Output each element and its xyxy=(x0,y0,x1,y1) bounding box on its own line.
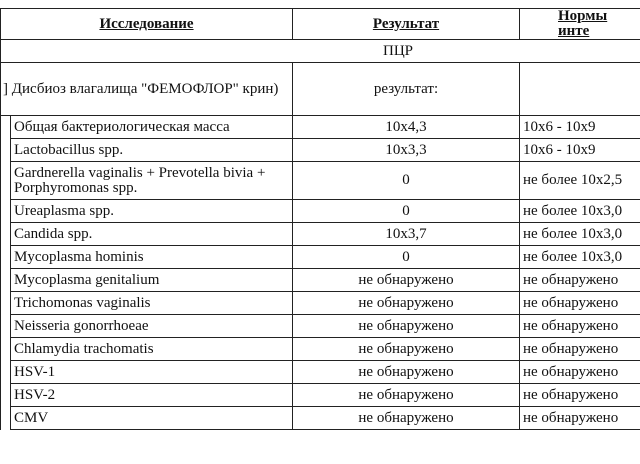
test-norm: 10x6 - 10x9 xyxy=(520,116,640,139)
test-norm: не обнаружено xyxy=(520,315,640,338)
test-result: не обнаружено xyxy=(293,315,520,338)
test-name: Общая бактериологическая масса xyxy=(11,116,293,139)
table-row xyxy=(1,384,640,407)
test-result: 10x3,3 xyxy=(293,139,520,162)
test-result: 10x3,7 xyxy=(293,223,520,246)
header-row xyxy=(1,9,640,40)
test-name: CMV xyxy=(11,407,293,430)
test-norm: не обнаружено xyxy=(520,338,640,361)
test-norm: не более 10x3,0 xyxy=(520,200,640,223)
test-norm: не обнаружено xyxy=(520,384,640,407)
table-row xyxy=(1,361,640,384)
test-name: Mycoplasma genitalium xyxy=(11,269,293,292)
test-name: HSV-2 xyxy=(11,384,293,407)
test-norm: не обнаружено xyxy=(520,292,640,315)
test-name: HSV-1 xyxy=(11,361,293,384)
test-name: Gardnerella vaginalis + Prevotella bivia + Porphyromonas spp. xyxy=(11,162,293,200)
test-name: Mycoplasma hominis xyxy=(11,246,293,269)
test-name: Trichomonas vaginalis xyxy=(11,292,293,315)
table-row xyxy=(1,162,640,200)
group-norm xyxy=(520,63,640,116)
group-row xyxy=(1,63,640,116)
header-study: Исследование xyxy=(1,9,293,40)
test-result: 0 xyxy=(293,162,520,200)
test-norm: 10x6 - 10x9 xyxy=(520,139,640,162)
test-norm: не обнаружено xyxy=(520,407,640,430)
table-row xyxy=(1,200,640,223)
table-row xyxy=(1,246,640,269)
header-result: Результат xyxy=(293,9,520,40)
test-norm: не обнаружено xyxy=(520,361,640,384)
test-result: 0 xyxy=(293,200,520,223)
table-row xyxy=(1,139,640,162)
test-name: Lactobacillus spp. xyxy=(11,139,293,162)
group-title: ] Дисбиоз влагалища "ФЕМОФЛОР" крин) xyxy=(1,63,293,116)
test-name: Chlamydia trachomatis xyxy=(11,338,293,361)
header-norms: Нормы инте xyxy=(520,9,640,40)
group-result: результат: xyxy=(293,63,520,116)
test-name: Candida spp. xyxy=(11,223,293,246)
results-table xyxy=(0,8,640,430)
test-norm: не более 10x3,0 xyxy=(520,246,640,269)
test-result: не обнаружено xyxy=(293,338,520,361)
test-result: 10x4,3 xyxy=(293,116,520,139)
table-row xyxy=(1,407,640,430)
table-row xyxy=(1,338,640,361)
test-result: 0 xyxy=(293,246,520,269)
test-result: не обнаружено xyxy=(293,407,520,430)
test-name: Neisseria gonorrhoeae xyxy=(11,315,293,338)
table-row xyxy=(1,116,640,139)
test-norm: не обнаружено xyxy=(520,269,640,292)
section-row xyxy=(1,40,640,63)
test-name: Ureaplasma spp. xyxy=(11,200,293,223)
table-row xyxy=(1,269,640,292)
test-norm: не более 10x3,0 xyxy=(520,223,640,246)
section-title: ПЦР xyxy=(1,40,640,63)
test-result: не обнаружено xyxy=(293,269,520,292)
test-norm: не более 10x2,5 xyxy=(520,162,640,200)
indent-cell xyxy=(1,116,11,430)
table-row xyxy=(1,315,640,338)
test-result: не обнаружено xyxy=(293,292,520,315)
table-row xyxy=(1,223,640,246)
test-result: не обнаружено xyxy=(293,384,520,407)
test-result: не обнаружено xyxy=(293,361,520,384)
table-row xyxy=(1,292,640,315)
